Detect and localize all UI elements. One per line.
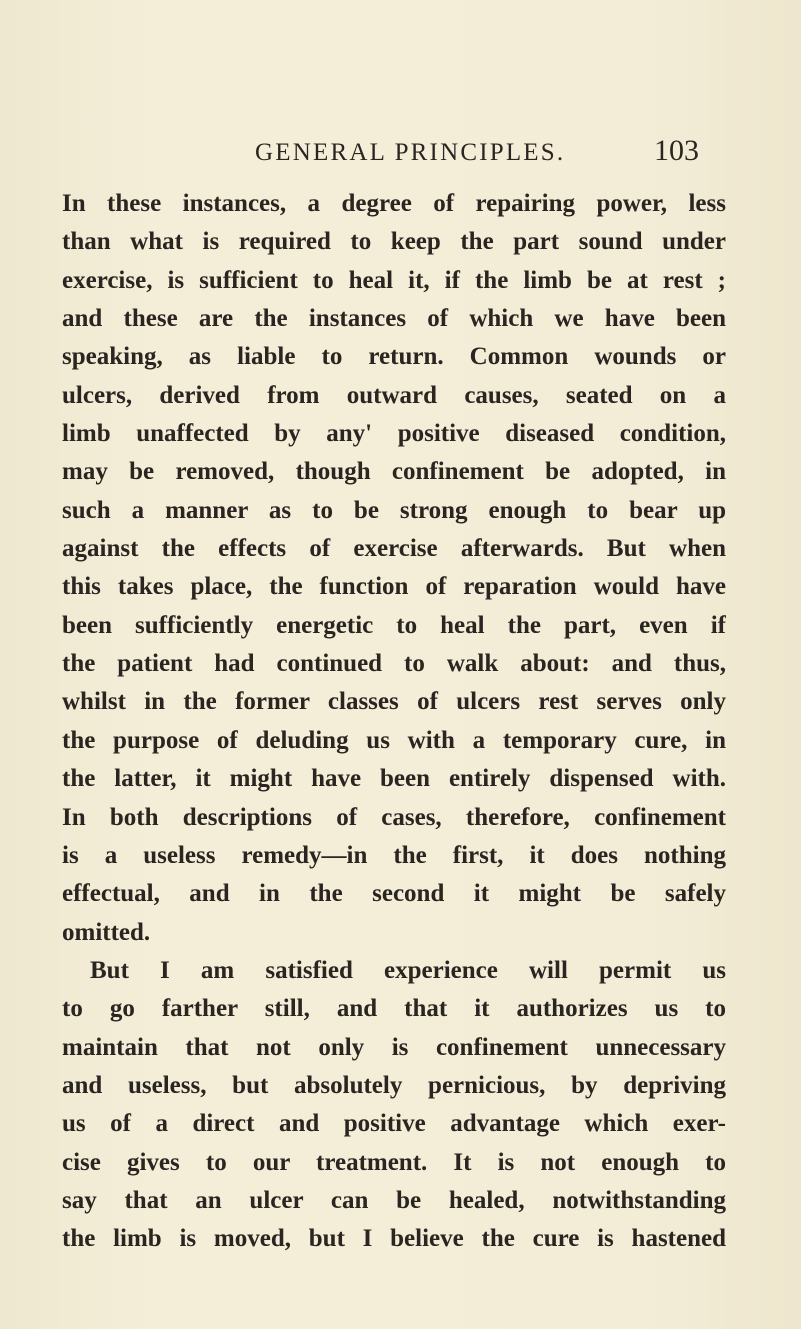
text-line: the purpose of deluding us with a temporary cure, in — [62, 726, 726, 754]
text-line: this takes place, the function of reparation would have — [62, 573, 726, 601]
text-line: speaking, as liable to return. Common wounds or — [62, 343, 726, 371]
text-line: been sufficiently energetic to heal the part, even if — [62, 611, 726, 639]
text-line: cise gives to our treatment. It is not enough to — [62, 1148, 726, 1176]
text-line: limb unaffected by any' positive diseased condition, — [62, 420, 726, 448]
text-line: In these instances, a degree of repairing power, less — [62, 190, 726, 217]
page-number: 103 — [654, 134, 699, 167]
body-text — [62, 185, 726, 1259]
text-line: and these are the instances of which we have been — [62, 305, 726, 333]
text-line: exercise, is sufficient to heal it, if the limb be at rest ; — [62, 266, 726, 294]
text-line: But I am satisfied experience will permit us — [90, 956, 726, 984]
page-header — [0, 134, 801, 179]
text-line: is a useless remedy—in the first, it does nothing — [62, 841, 726, 869]
text-line: such a manner as to be strong enough to bear up — [62, 496, 726, 524]
text-line: than what is required to keep the part sound under — [62, 228, 726, 256]
text-line: the limb is moved, but I believe the cure is hastened — [62, 1225, 726, 1253]
text-line: say that an ulcer can be healed, notwithstanding — [62, 1186, 726, 1214]
running-head: GENERAL PRINCIPLES. — [255, 139, 566, 166]
text-line: In both descriptions of cases, therefore, confinement — [62, 803, 726, 831]
text-line: whilst in the former classes of ulcers rest serves only — [62, 688, 726, 716]
text-line: omitted. — [62, 918, 151, 946]
text-line: against the effects of exercise afterwards. But when — [62, 535, 726, 563]
text-line: the patient had continued to walk about: and thus, — [62, 650, 726, 678]
text-line: maintain that not only is confinement unnecessary — [62, 1033, 726, 1061]
text-line: us of a direct and positive advantage which exer- — [62, 1110, 726, 1138]
text-line: may be removed, though confinement be adopted, in — [62, 458, 726, 486]
text-line: ulcers, derived from outward causes, seated on a — [62, 381, 726, 409]
text-line: to go farther still, and that it authorizes us to — [62, 995, 726, 1023]
text-line: effectual, and in the second it might be safely — [62, 880, 726, 908]
text-line: the latter, it might have been entirely dispensed with. — [62, 765, 726, 793]
text-line: and useless, but absolutely pernicious, by depriving — [62, 1071, 726, 1099]
